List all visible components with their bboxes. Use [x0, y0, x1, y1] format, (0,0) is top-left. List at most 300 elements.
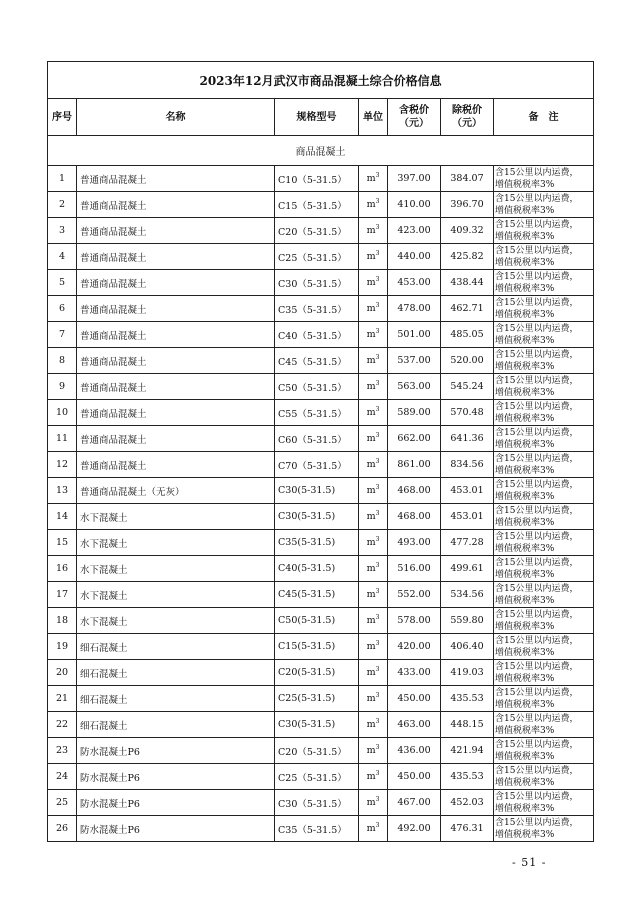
- row-name: 普通商品混凝土: [77, 374, 275, 400]
- row-note: [494, 764, 594, 790]
- unit-base: m: [366, 173, 376, 185]
- row-note: [494, 192, 594, 218]
- note-line-1: 含15公里以内运费，: [495, 167, 579, 178]
- row-spec: C40（5-31.5）: [275, 322, 359, 348]
- row-number: 13: [48, 478, 77, 504]
- unit-superscript: 3: [375, 458, 380, 466]
- row-price-tax-included: 861.00: [388, 452, 441, 478]
- note-line-2: 增值税税率3%: [495, 673, 555, 684]
- row-unit: [359, 426, 388, 452]
- row-spec: C35（5-31.5）: [275, 816, 359, 842]
- page-number: - 51 -: [512, 856, 547, 869]
- row-price-tax-excluded: 438.44: [441, 270, 494, 296]
- header-spec: 规格型号: [275, 99, 359, 136]
- row-unit: [359, 608, 388, 634]
- row-price-tax-included: 578.00: [388, 608, 441, 634]
- row-name: 细石混凝土: [77, 686, 275, 712]
- row-price-tax-excluded: 476.31: [441, 816, 494, 842]
- table-row: [48, 530, 594, 556]
- note-line-1: 含15公里以内运费，: [495, 297, 579, 308]
- table-row: [48, 582, 594, 608]
- unit-superscript: 3: [375, 406, 380, 414]
- row-spec: C30(5-31.5): [275, 504, 359, 530]
- row-number: 7: [48, 322, 77, 348]
- note-line-2: 增值税税率3%: [495, 543, 555, 554]
- row-spec: C20（5-31.5）: [275, 738, 359, 764]
- unit-base: m: [366, 511, 376, 523]
- row-number: 10: [48, 400, 77, 426]
- row-price-tax-included: 433.00: [388, 660, 441, 686]
- row-unit: [359, 478, 388, 504]
- section-row: [48, 136, 594, 166]
- row-spec: C25(5-31.5): [275, 686, 359, 712]
- unit-superscript: 3: [375, 328, 380, 336]
- row-number: 24: [48, 764, 77, 790]
- note-line-1: 含15公里以内运费，: [495, 505, 579, 516]
- row-price-tax-included: 552.00: [388, 582, 441, 608]
- unit-superscript: 3: [375, 562, 380, 570]
- row-price-tax-included: 589.00: [388, 400, 441, 426]
- note-line-1: 含15公里以内运费，: [495, 427, 579, 438]
- row-name: 防水混凝土P6: [77, 764, 275, 790]
- unit-superscript: 3: [375, 744, 380, 752]
- row-unit: [359, 556, 388, 582]
- note-line-1: 含15公里以内运费，: [495, 713, 579, 724]
- row-number: 25: [48, 790, 77, 816]
- row-price-tax-excluded: 421.94: [441, 738, 494, 764]
- row-price-tax-included: 467.00: [388, 790, 441, 816]
- row-name: 防水混凝土P6: [77, 816, 275, 842]
- unit-base: m: [366, 823, 376, 835]
- note-line-1: 含15公里以内运费，: [495, 583, 579, 594]
- note-line-2: 增值税税率3%: [495, 309, 555, 320]
- note-line-2: 增值税税率3%: [495, 491, 555, 502]
- row-price-tax-included: 493.00: [388, 530, 441, 556]
- table-title: 2023年12月武汉市商品混凝土综合价格信息: [48, 62, 594, 99]
- row-price-tax-excluded: 448.15: [441, 712, 494, 738]
- row-name: 普通商品混凝土: [77, 322, 275, 348]
- row-price-tax-excluded: 485.05: [441, 322, 494, 348]
- row-price-tax-included: 516.00: [388, 556, 441, 582]
- section-title: 商品混凝土: [48, 136, 594, 166]
- row-note: [494, 322, 594, 348]
- row-note: [494, 712, 594, 738]
- table-row: [48, 790, 594, 816]
- row-price-tax-excluded: 384.07: [441, 166, 494, 192]
- note-line-1: 含15公里以内运费，: [495, 193, 579, 204]
- row-unit: [359, 192, 388, 218]
- row-name: 水下混凝土: [77, 530, 275, 556]
- unit-base: m: [366, 563, 376, 575]
- unit-superscript: 3: [375, 822, 380, 830]
- unit-superscript: 3: [375, 276, 380, 284]
- row-price-tax-excluded: 477.28: [441, 530, 494, 556]
- row-name: 普通商品混凝土: [77, 296, 275, 322]
- row-spec: C15（5-31.5）: [275, 192, 359, 218]
- row-price-tax-excluded: 520.00: [441, 348, 494, 374]
- row-price-tax-included: 478.00: [388, 296, 441, 322]
- unit-base: m: [366, 745, 376, 757]
- row-price-tax-included: 463.00: [388, 712, 441, 738]
- unit-base: m: [366, 615, 376, 627]
- row-price-tax-included: 662.00: [388, 426, 441, 452]
- row-spec: C30(5-31.5): [275, 712, 359, 738]
- table-row: [48, 166, 594, 192]
- note-line-1: 含15公里以内运费，: [495, 271, 579, 282]
- row-price-tax-excluded: 425.82: [441, 244, 494, 270]
- row-name: 细石混凝土: [77, 660, 275, 686]
- row-number: 1: [48, 166, 77, 192]
- row-unit: [359, 764, 388, 790]
- row-number: 8: [48, 348, 77, 374]
- row-note: [494, 296, 594, 322]
- unit-base: m: [366, 459, 376, 471]
- row-note: [494, 790, 594, 816]
- row-unit: [359, 634, 388, 660]
- row-price-tax-excluded: 545.24: [441, 374, 494, 400]
- unit-superscript: 3: [375, 302, 380, 310]
- row-price-tax-excluded: 499.61: [441, 556, 494, 582]
- row-price-tax-excluded: 559.80: [441, 608, 494, 634]
- row-price-tax-included: 468.00: [388, 504, 441, 530]
- row-spec: C35（5-31.5）: [275, 296, 359, 322]
- header-tax-included-line1: 含税价: [399, 105, 429, 116]
- unit-base: m: [366, 589, 376, 601]
- unit-superscript: 3: [375, 614, 380, 622]
- row-price-tax-included: 453.00: [388, 270, 441, 296]
- row-name: 普通商品混凝土: [77, 218, 275, 244]
- row-number: 15: [48, 530, 77, 556]
- note-line-2: 增值税税率3%: [495, 725, 555, 736]
- row-name: 细石混凝土: [77, 712, 275, 738]
- unit-superscript: 3: [375, 172, 380, 180]
- note-line-1: 含15公里以内运费，: [495, 687, 579, 698]
- note-line-2: 增值税税率3%: [495, 699, 555, 710]
- row-number: 20: [48, 660, 77, 686]
- row-price-tax-included: 450.00: [388, 764, 441, 790]
- unit-base: m: [366, 329, 376, 341]
- row-spec: C20(5-31.5): [275, 660, 359, 686]
- table-row: [48, 634, 594, 660]
- header-tax-included-line2: （元）: [399, 118, 429, 129]
- row-unit: [359, 374, 388, 400]
- row-spec: C30（5-31.5）: [275, 270, 359, 296]
- header-tax-excluded: [441, 99, 494, 136]
- note-line-1: 含15公里以内运费，: [495, 453, 579, 464]
- note-line-1: 含15公里以内运费，: [495, 817, 579, 828]
- row-spec: C25（5-31.5）: [275, 244, 359, 270]
- unit-superscript: 3: [375, 432, 380, 440]
- unit-superscript: 3: [375, 718, 380, 726]
- row-name: 普通商品混凝土: [77, 192, 275, 218]
- note-line-1: 含15公里以内运费，: [495, 791, 579, 802]
- note-line-1: 含15公里以内运费，: [495, 531, 579, 542]
- row-number: 11: [48, 426, 77, 452]
- unit-superscript: 3: [375, 250, 380, 258]
- table-row: [48, 296, 594, 322]
- row-price-tax-included: 397.00: [388, 166, 441, 192]
- unit-base: m: [366, 485, 376, 497]
- note-line-1: 含15公里以内运费，: [495, 219, 579, 230]
- note-line-1: 含15公里以内运费，: [495, 245, 579, 256]
- table-row: [48, 322, 594, 348]
- note-line-2: 增值税税率3%: [495, 283, 555, 294]
- note-line-2: 增值税税率3%: [495, 595, 555, 606]
- row-name: 普通商品混凝土: [77, 400, 275, 426]
- row-unit: [359, 218, 388, 244]
- note-line-2: 增值税税率3%: [495, 413, 555, 424]
- row-unit: [359, 244, 388, 270]
- note-line-2: 增值税税率3%: [495, 621, 555, 632]
- row-note: [494, 582, 594, 608]
- row-number: 9: [48, 374, 77, 400]
- table-row: [48, 712, 594, 738]
- row-name: 防水混凝土P6: [77, 738, 275, 764]
- price-table: [47, 61, 594, 842]
- row-price-tax-excluded: 406.40: [441, 634, 494, 660]
- row-name: 普通商品混凝土: [77, 166, 275, 192]
- table-row: [48, 244, 594, 270]
- row-spec: C55（5-31.5）: [275, 400, 359, 426]
- row-unit: [359, 166, 388, 192]
- row-unit: [359, 582, 388, 608]
- row-name: 防水混凝土P6: [77, 790, 275, 816]
- row-spec: C45（5-31.5）: [275, 348, 359, 374]
- unit-base: m: [366, 381, 376, 393]
- row-note: [494, 816, 594, 842]
- unit-base: m: [366, 771, 376, 783]
- row-name: 普通商品混凝土（无灰）: [77, 478, 275, 504]
- header-tax-excluded-line1: 除税价: [452, 105, 482, 116]
- row-spec: C15(5-31.5): [275, 634, 359, 660]
- note-line-1: 含15公里以内运费，: [495, 739, 579, 750]
- note-line-2: 增值税税率3%: [495, 803, 555, 814]
- row-unit: [359, 452, 388, 478]
- unit-superscript: 3: [375, 380, 380, 388]
- row-unit: [359, 738, 388, 764]
- row-note: [494, 686, 594, 712]
- unit-base: m: [366, 719, 376, 731]
- row-note: [494, 660, 594, 686]
- unit-base: m: [366, 199, 376, 211]
- row-unit: [359, 530, 388, 556]
- row-price-tax-included: 423.00: [388, 218, 441, 244]
- row-note: [494, 166, 594, 192]
- unit-base: m: [366, 667, 376, 679]
- title-row: [48, 62, 594, 99]
- table-row: [48, 374, 594, 400]
- row-note: [494, 504, 594, 530]
- row-note: [494, 738, 594, 764]
- row-note: [494, 478, 594, 504]
- note-line-2: 增值税税率3%: [495, 517, 555, 528]
- row-name: 水下混凝土: [77, 504, 275, 530]
- note-line-1: 含15公里以内运费，: [495, 375, 579, 386]
- row-note: [494, 426, 594, 452]
- table-row: [48, 764, 594, 790]
- row-price-tax-included: 440.00: [388, 244, 441, 270]
- row-number: 14: [48, 504, 77, 530]
- row-note: [494, 634, 594, 660]
- note-line-2: 增值税税率3%: [495, 231, 555, 242]
- unit-superscript: 3: [375, 692, 380, 700]
- row-unit: [359, 504, 388, 530]
- row-price-tax-excluded: 462.71: [441, 296, 494, 322]
- row-spec: C40(5-31.5): [275, 556, 359, 582]
- note-line-2: 增值税税率3%: [495, 179, 555, 190]
- row-number: 19: [48, 634, 77, 660]
- unit-superscript: 3: [375, 484, 380, 492]
- table-row: [48, 348, 594, 374]
- row-price-tax-excluded: 396.70: [441, 192, 494, 218]
- row-price-tax-excluded: 453.01: [441, 504, 494, 530]
- row-price-tax-excluded: 834.56: [441, 452, 494, 478]
- note-line-2: 增值税税率3%: [495, 569, 555, 580]
- row-unit: [359, 322, 388, 348]
- row-spec: C70（5-31.5）: [275, 452, 359, 478]
- note-line-2: 增值税税率3%: [495, 777, 555, 788]
- row-number: 21: [48, 686, 77, 712]
- unit-superscript: 3: [375, 224, 380, 232]
- row-price-tax-included: 537.00: [388, 348, 441, 374]
- row-name: 普通商品混凝土: [77, 348, 275, 374]
- note-line-1: 含15公里以内运费，: [495, 765, 579, 776]
- row-unit: [359, 296, 388, 322]
- note-line-2: 增值税税率3%: [495, 387, 555, 398]
- unit-base: m: [366, 303, 376, 315]
- note-line-2: 增值税税率3%: [495, 361, 555, 372]
- row-note: [494, 608, 594, 634]
- unit-superscript: 3: [375, 666, 380, 674]
- note-line-1: 含15公里以内运费，: [495, 635, 579, 646]
- unit-superscript: 3: [375, 354, 380, 362]
- header-tax-included: [388, 99, 441, 136]
- row-number: 18: [48, 608, 77, 634]
- note-line-1: 含15公里以内运费，: [495, 349, 579, 360]
- note-line-2: 增值税税率3%: [495, 205, 555, 216]
- row-note: [494, 556, 594, 582]
- row-unit: [359, 816, 388, 842]
- row-price-tax-included: 492.00: [388, 816, 441, 842]
- row-name: 普通商品混凝土: [77, 270, 275, 296]
- row-number: 5: [48, 270, 77, 296]
- note-line-1: 含15公里以内运费，: [495, 401, 579, 412]
- row-note: [494, 270, 594, 296]
- row-note: [494, 348, 594, 374]
- row-number: 4: [48, 244, 77, 270]
- row-price-tax-included: 450.00: [388, 686, 441, 712]
- unit-base: m: [366, 225, 376, 237]
- row-price-tax-included: 563.00: [388, 374, 441, 400]
- row-name: 普通商品混凝土: [77, 426, 275, 452]
- table-row: [48, 556, 594, 582]
- row-note: [494, 530, 594, 556]
- unit-base: m: [366, 407, 376, 419]
- row-spec: C50(5-31.5): [275, 608, 359, 634]
- row-number: 22: [48, 712, 77, 738]
- row-unit: [359, 660, 388, 686]
- row-unit: [359, 790, 388, 816]
- row-number: 6: [48, 296, 77, 322]
- header-note: 备 注: [494, 99, 594, 136]
- row-spec: C25（5-31.5）: [275, 764, 359, 790]
- row-price-tax-included: 436.00: [388, 738, 441, 764]
- row-price-tax-included: 468.00: [388, 478, 441, 504]
- row-spec: C10（5-31.5）: [275, 166, 359, 192]
- note-line-2: 增值税税率3%: [495, 439, 555, 450]
- row-note: [494, 400, 594, 426]
- note-line-1: 含15公里以内运费，: [495, 479, 579, 490]
- row-spec: C60（5-31.5）: [275, 426, 359, 452]
- row-unit: [359, 686, 388, 712]
- row-note: [494, 452, 594, 478]
- table-row: [48, 270, 594, 296]
- note-line-2: 增值税税率3%: [495, 465, 555, 476]
- row-spec: C20（5-31.5）: [275, 218, 359, 244]
- row-number: 12: [48, 452, 77, 478]
- row-price-tax-excluded: 409.32: [441, 218, 494, 244]
- table-row: [48, 218, 594, 244]
- unit-superscript: 3: [375, 770, 380, 778]
- header-unit: 单位: [359, 99, 388, 136]
- table-row: [48, 608, 594, 634]
- unit-base: m: [366, 537, 376, 549]
- unit-base: m: [366, 277, 376, 289]
- unit-base: m: [366, 641, 376, 653]
- row-note: [494, 374, 594, 400]
- unit-base: m: [366, 251, 376, 263]
- header-row: [48, 99, 594, 136]
- row-unit: [359, 712, 388, 738]
- row-unit: [359, 270, 388, 296]
- table-row: [48, 660, 594, 686]
- row-name: 水下混凝土: [77, 556, 275, 582]
- row-name: 细石混凝土: [77, 634, 275, 660]
- table-row: [48, 452, 594, 478]
- row-price-tax-excluded: 570.48: [441, 400, 494, 426]
- table-row: [48, 400, 594, 426]
- row-price-tax-excluded: 641.36: [441, 426, 494, 452]
- row-spec: C50（5-31.5）: [275, 374, 359, 400]
- row-number: 2: [48, 192, 77, 218]
- table-row: [48, 478, 594, 504]
- row-price-tax-excluded: 435.53: [441, 686, 494, 712]
- row-spec: C35(5-31.5): [275, 530, 359, 556]
- row-name: 水下混凝土: [77, 582, 275, 608]
- note-line-2: 增值税税率3%: [495, 335, 555, 346]
- row-price-tax-excluded: 435.53: [441, 764, 494, 790]
- note-line-1: 含15公里以内运费，: [495, 661, 579, 672]
- row-price-tax-excluded: 452.03: [441, 790, 494, 816]
- unit-superscript: 3: [375, 198, 380, 206]
- table-row: [48, 426, 594, 452]
- row-number: 16: [48, 556, 77, 582]
- unit-base: m: [366, 797, 376, 809]
- unit-superscript: 3: [375, 640, 380, 648]
- row-unit: [359, 400, 388, 426]
- table-row: [48, 192, 594, 218]
- unit-base: m: [366, 693, 376, 705]
- row-number: 26: [48, 816, 77, 842]
- row-name: 普通商品混凝土: [77, 452, 275, 478]
- row-spec: C30(5-31.5): [275, 478, 359, 504]
- unit-superscript: 3: [375, 510, 380, 518]
- header-name: 名称: [77, 99, 275, 136]
- note-line-2: 增值税税率3%: [495, 257, 555, 268]
- row-price-tax-included: 501.00: [388, 322, 441, 348]
- unit-base: m: [366, 433, 376, 445]
- unit-superscript: 3: [375, 796, 380, 804]
